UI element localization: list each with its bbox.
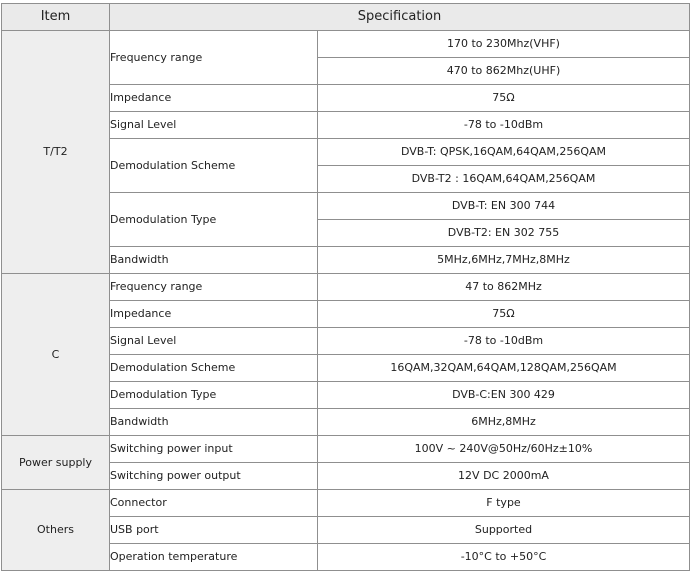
spec-value: -10°C to +50°C <box>318 544 690 571</box>
spec-value: -78 to -10dBm <box>318 112 690 139</box>
parameter-label: Impedance <box>110 85 318 112</box>
table-body <box>2 31 690 571</box>
spec-value: DVB-T2 : 16QAM,64QAM,256QAM <box>318 166 690 193</box>
specification-table <box>1 3 690 571</box>
parameter-label: Demodulation Scheme <box>110 355 318 382</box>
table-row <box>2 490 690 517</box>
group-label: Power supply <box>2 436 110 490</box>
group-label: T/T2 <box>2 31 110 274</box>
spec-value: DVB-C:EN 300 429 <box>318 382 690 409</box>
spec-value: F type <box>318 490 690 517</box>
group-label: Others <box>2 490 110 571</box>
spec-value: 75Ω <box>318 85 690 112</box>
header-row <box>2 4 690 31</box>
parameter-label: Impedance <box>110 301 318 328</box>
spec-value: Supported <box>318 517 690 544</box>
table-row <box>2 274 690 301</box>
parameter-label: Switching power output <box>110 463 318 490</box>
parameter-label: Demodulation Type <box>110 382 318 409</box>
parameter-label: Bandwidth <box>110 409 318 436</box>
spec-value: 100V ~ 240V@50Hz/60Hz±10% <box>318 436 690 463</box>
parameter-label: Demodulation Scheme <box>110 139 318 193</box>
parameter-label: Bandwidth <box>110 247 318 274</box>
parameter-label: Demodulation Type <box>110 193 318 247</box>
parameter-label: Operation temperature <box>110 544 318 571</box>
spec-value: 170 to 230Mhz(VHF) <box>318 31 690 58</box>
parameter-label: USB port <box>110 517 318 544</box>
spec-value: DVB-T: EN 300 744 <box>318 193 690 220</box>
table-row <box>2 436 690 463</box>
parameter-label: Frequency range <box>110 31 318 85</box>
parameter-label: Connector <box>110 490 318 517</box>
parameter-label: Frequency range <box>110 274 318 301</box>
spec-value: 5MHz,6MHz,7MHz,8MHz <box>318 247 690 274</box>
header-item: Item <box>2 4 110 31</box>
parameter-label: Signal Level <box>110 328 318 355</box>
spec-value: -78 to -10dBm <box>318 328 690 355</box>
parameter-label: Signal Level <box>110 112 318 139</box>
spec-value: 12V DC 2000mA <box>318 463 690 490</box>
table-row <box>2 31 690 58</box>
spec-value: DVB-T2: EN 302 755 <box>318 220 690 247</box>
spec-value: 6MHz,8MHz <box>318 409 690 436</box>
group-label: C <box>2 274 110 436</box>
header-specification: Specification <box>110 4 690 31</box>
spec-value: 47 to 862MHz <box>318 274 690 301</box>
parameter-label: Switching power input <box>110 436 318 463</box>
spec-value: DVB-T: QPSK,16QAM,64QAM,256QAM <box>318 139 690 166</box>
spec-value: 75Ω <box>318 301 690 328</box>
spec-value: 470 to 862Mhz(UHF) <box>318 58 690 85</box>
spec-value: 16QAM,32QAM,64QAM,128QAM,256QAM <box>318 355 690 382</box>
